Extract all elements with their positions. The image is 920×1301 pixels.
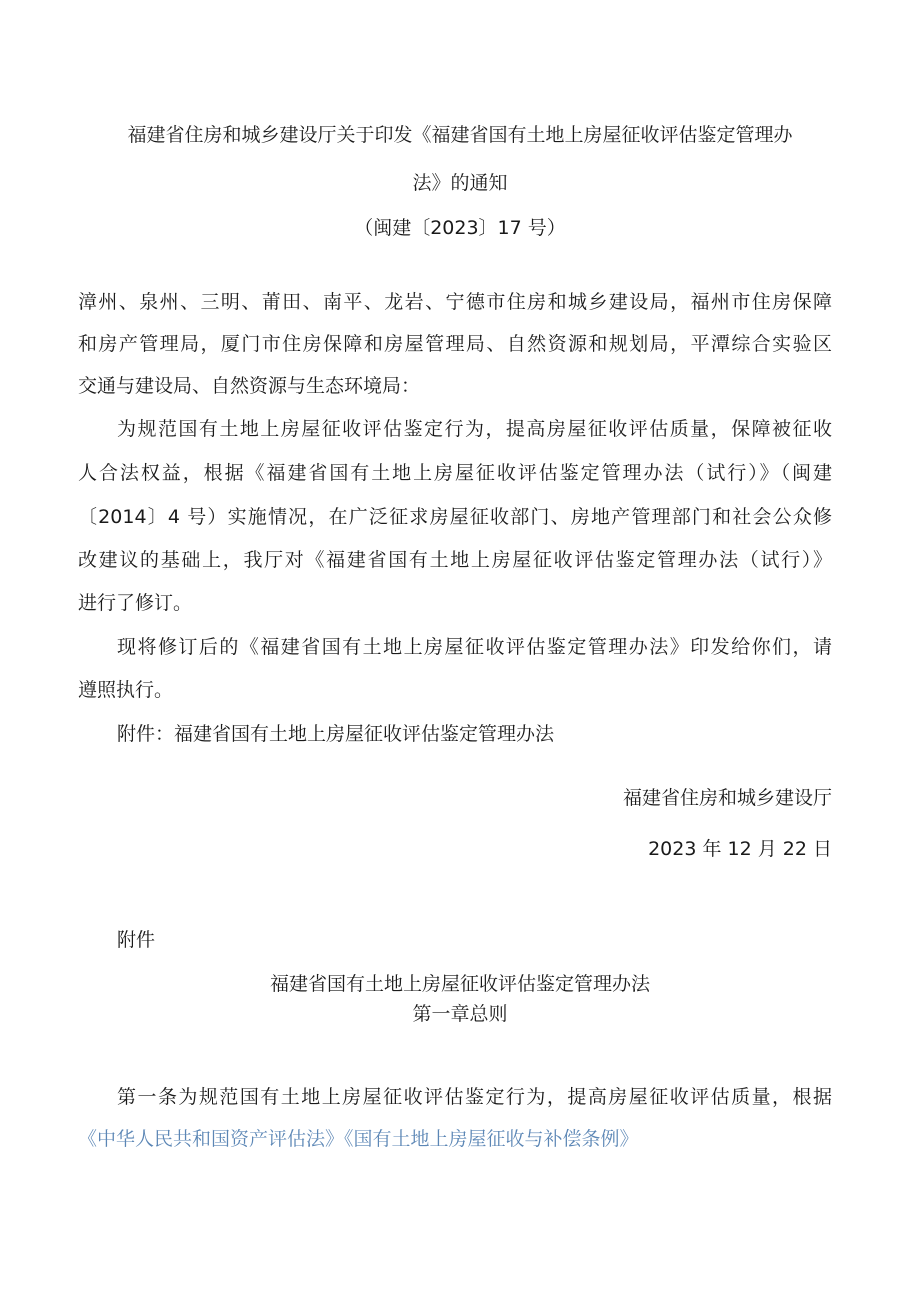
paragraph-1-line-1: 为规范国有土地上房屋征收评估鉴定行为，提高房屋征收评估质量，保障被征收	[117, 418, 832, 440]
document-number: （闽建〔2023〕17 号）	[354, 217, 566, 239]
appendix-label: 附件	[117, 929, 156, 951]
expropriation-regulation-link[interactable]: 《国有土地上房屋征收与补偿条例》	[344, 1128, 639, 1150]
recipients-line-2: 和房产管理局，厦门市住房保障和房屋管理局、自然资源和规划局，平潭综合实验区	[78, 333, 832, 355]
document-title-line-1: 福建省住房和城乡建设厅关于印发《福建省国有土地上房屋征收评估鉴定管理办	[127, 124, 793, 146]
appendix-title: 福建省国有土地上房屋征收评估鉴定管理办法	[269, 973, 650, 995]
paragraph-1-line-2: 人合法权益，根据《福建省国有土地上房屋征收评估鉴定管理办法（试行）》（闽建	[78, 462, 832, 484]
issuer-signature: 福建省住房和城乡建设厅	[622, 787, 832, 809]
paragraph-2-line-1: 现将修订后的《福建省国有土地上房屋征收评估鉴定管理办法》印发给你们，请	[117, 636, 832, 658]
paragraph-1-line-3: 〔2014〕4 号）实施情况，在广泛征求房屋征收部门、房地产管理部门和社会公众修	[78, 506, 832, 528]
paragraph-2-line-2: 遵照执行。	[78, 679, 174, 701]
paragraph-1-line-4: 改建议的基础上，我厅对《福建省国有土地上房屋征收评估鉴定管理办法（试行）》	[78, 549, 832, 571]
asset-appraisal-law-link[interactable]: 《中华人民共和国资产评估法》	[78, 1128, 345, 1150]
chapter-heading: 第一章总则	[412, 1003, 508, 1025]
recipients-line-3: 交通与建设局、自然资源与生态环境局：	[78, 375, 421, 397]
issue-date: 2023 年 12 月 22 日	[648, 838, 832, 860]
article-1-line-1: 第一条为规范国有土地上房屋征收评估鉴定行为，提高房屋征收评估质量，根据	[117, 1086, 832, 1108]
attachment-note: 附件：福建省国有土地上房屋征收评估鉴定管理办法	[117, 723, 555, 745]
document-title-line-2: 法》的通知	[412, 172, 508, 194]
recipients-line-1: 漳州、泉州、三明、莆田、南平、龙岩、宁德市住房和城乡建设局，福州市住房保障	[78, 291, 832, 313]
article-1-line-2	[78, 1125, 639, 1153]
paragraph-1-line-5: 进行了修订。	[78, 592, 193, 614]
